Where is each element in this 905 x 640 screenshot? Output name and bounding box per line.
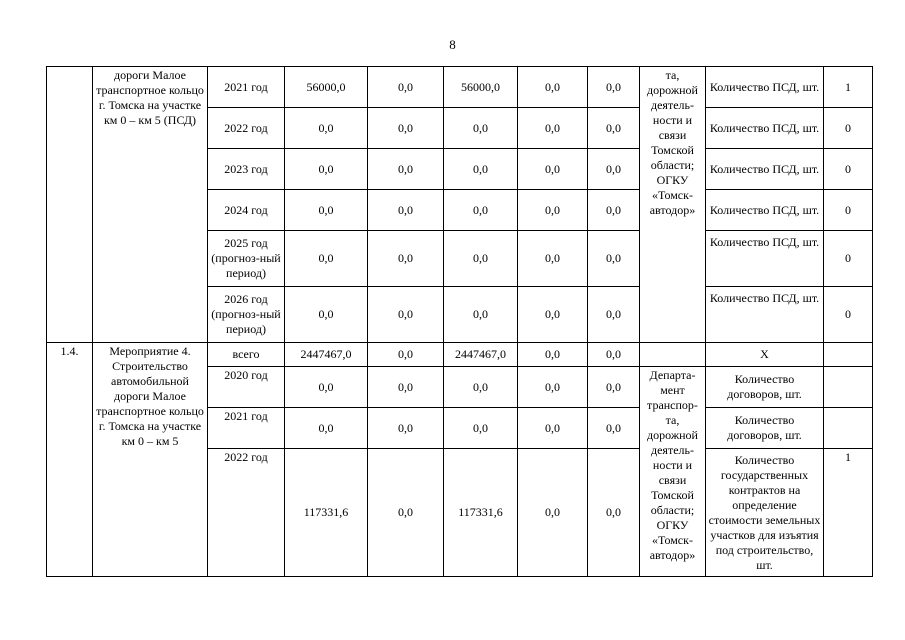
year-cell: 2025 год (прогноз-ный период) — [208, 231, 285, 287]
indicator-value-cell: 0 — [824, 108, 873, 149]
value-cell: 0,0 — [588, 408, 640, 449]
value-cell: 0,0 — [368, 449, 444, 577]
indicator-cell: Количество государственных контрактов на определение стоимости земельных участков для изъятия под строительство, шт. — [706, 449, 824, 577]
indicator-value-cell: 0 — [824, 190, 873, 231]
value-cell: 0,0 — [368, 231, 444, 287]
value-cell: 0,0 — [518, 231, 588, 287]
value-cell: 0,0 — [588, 449, 640, 577]
value-cell: 0,0 — [368, 287, 444, 343]
indicator-cell: Количество ПСД, шт. — [706, 149, 824, 190]
year-cell: 2020 год — [208, 367, 285, 408]
value-cell: 117331,6 — [285, 449, 368, 577]
year-cell: 2022 год — [208, 449, 285, 577]
value-cell: 0,0 — [368, 67, 444, 108]
value-cell: 0,0 — [444, 287, 518, 343]
value-cell: 0,0 — [444, 367, 518, 408]
value-cell: 0,0 — [444, 108, 518, 149]
value-cell: 0,0 — [518, 67, 588, 108]
executor-cell: та, дорожной деятель-ности и связи Томской области; ОГКУ «Томск-автодор» — [640, 67, 706, 343]
table-row — [47, 67, 873, 108]
value-cell: 56000,0 — [444, 67, 518, 108]
value-cell: 0,0 — [444, 408, 518, 449]
value-cell: 0,0 — [285, 149, 368, 190]
year-cell: 2021 год — [208, 408, 285, 449]
value-cell: 56000,0 — [285, 67, 368, 108]
indicator-value-cell: 1 — [824, 67, 873, 108]
value-cell: 0,0 — [368, 367, 444, 408]
value-cell: 0,0 — [285, 108, 368, 149]
value-cell: 0,0 — [588, 287, 640, 343]
item-number-cell: 1.4. — [47, 343, 93, 577]
year-cell: 2022 год — [208, 108, 285, 149]
value-cell: 0,0 — [588, 367, 640, 408]
indicator-cell: Количество ПСД, шт. — [706, 231, 824, 287]
value-cell: 0,0 — [518, 287, 588, 343]
value-cell: 0,0 — [368, 190, 444, 231]
value-cell: 0,0 — [588, 190, 640, 231]
value-cell: 0,0 — [518, 190, 588, 231]
item-name-cell: дороги Малое транспортное кольцо г. Томска на участке км 0 – км 5 (ПСД) — [93, 67, 208, 343]
year-cell: 2023 год — [208, 149, 285, 190]
indicator-value-cell: 0 — [824, 287, 873, 343]
year-cell: 2021 год — [208, 67, 285, 108]
value-cell: 0,0 — [285, 287, 368, 343]
indicator-value-cell — [824, 343, 873, 367]
value-cell: 2447467,0 — [444, 343, 518, 367]
value-cell: 0,0 — [285, 190, 368, 231]
value-cell: 0,0 — [285, 367, 368, 408]
value-cell: 0,0 — [518, 449, 588, 577]
year-cell: 2026 год (прогноз-ный период) — [208, 287, 285, 343]
executor-cell: Департа-мент транспор-та, дорожной деятель-ности и связи Томской области; ОГКУ «Томск-автодор» — [640, 367, 706, 577]
indicator-cell: Количество ПСД, шт. — [706, 287, 824, 343]
item-name-cell: Мероприятие 4. Строительство автомобильной дороги Малое транспортное кольцо г. Томска на участке км 0 – км 5 — [93, 343, 208, 577]
indicator-value-cell: 1 — [824, 449, 873, 577]
value-cell: 0,0 — [368, 408, 444, 449]
executor-empty-cell — [640, 343, 706, 367]
value-cell: 0,0 — [588, 108, 640, 149]
indicator-cell: Количество договоров, шт. — [706, 408, 824, 449]
value-cell: 0,0 — [444, 190, 518, 231]
indicator-value-cell: 0 — [824, 231, 873, 287]
value-cell: 0,0 — [518, 149, 588, 190]
value-cell: 0,0 — [518, 408, 588, 449]
value-cell: 0,0 — [368, 108, 444, 149]
value-cell: 0,0 — [285, 231, 368, 287]
value-cell: 0,0 — [518, 367, 588, 408]
year-cell: 2024 год — [208, 190, 285, 231]
value-cell: 0,0 — [588, 149, 640, 190]
indicator-value-cell: 0 — [824, 149, 873, 190]
indicator-cell: Количество ПСД, шт. — [706, 190, 824, 231]
year-cell: всего — [208, 343, 285, 367]
value-cell: 0,0 — [588, 343, 640, 367]
value-cell: 0,0 — [518, 343, 588, 367]
value-cell: 0,0 — [588, 231, 640, 287]
value-cell: 0,0 — [518, 108, 588, 149]
program-table — [46, 66, 873, 577]
indicator-cell: Х — [706, 343, 824, 367]
indicator-value-cell — [824, 367, 873, 408]
value-cell: 0,0 — [368, 149, 444, 190]
value-cell: 0,0 — [444, 149, 518, 190]
item-number-cell — [47, 67, 93, 343]
value-cell: 0,0 — [368, 343, 444, 367]
indicator-cell: Количество ПСД, шт. — [706, 67, 824, 108]
indicator-value-cell — [824, 408, 873, 449]
page-number: 8 — [449, 37, 456, 52]
value-cell: 0,0 — [588, 67, 640, 108]
indicator-cell: Количество ПСД, шт. — [706, 108, 824, 149]
value-cell: 2447467,0 — [285, 343, 368, 367]
table-row-total — [47, 343, 873, 367]
value-cell: 0,0 — [444, 231, 518, 287]
value-cell: 117331,6 — [444, 449, 518, 577]
indicator-cell: Количество договоров, шт. — [706, 367, 824, 408]
value-cell: 0,0 — [285, 408, 368, 449]
